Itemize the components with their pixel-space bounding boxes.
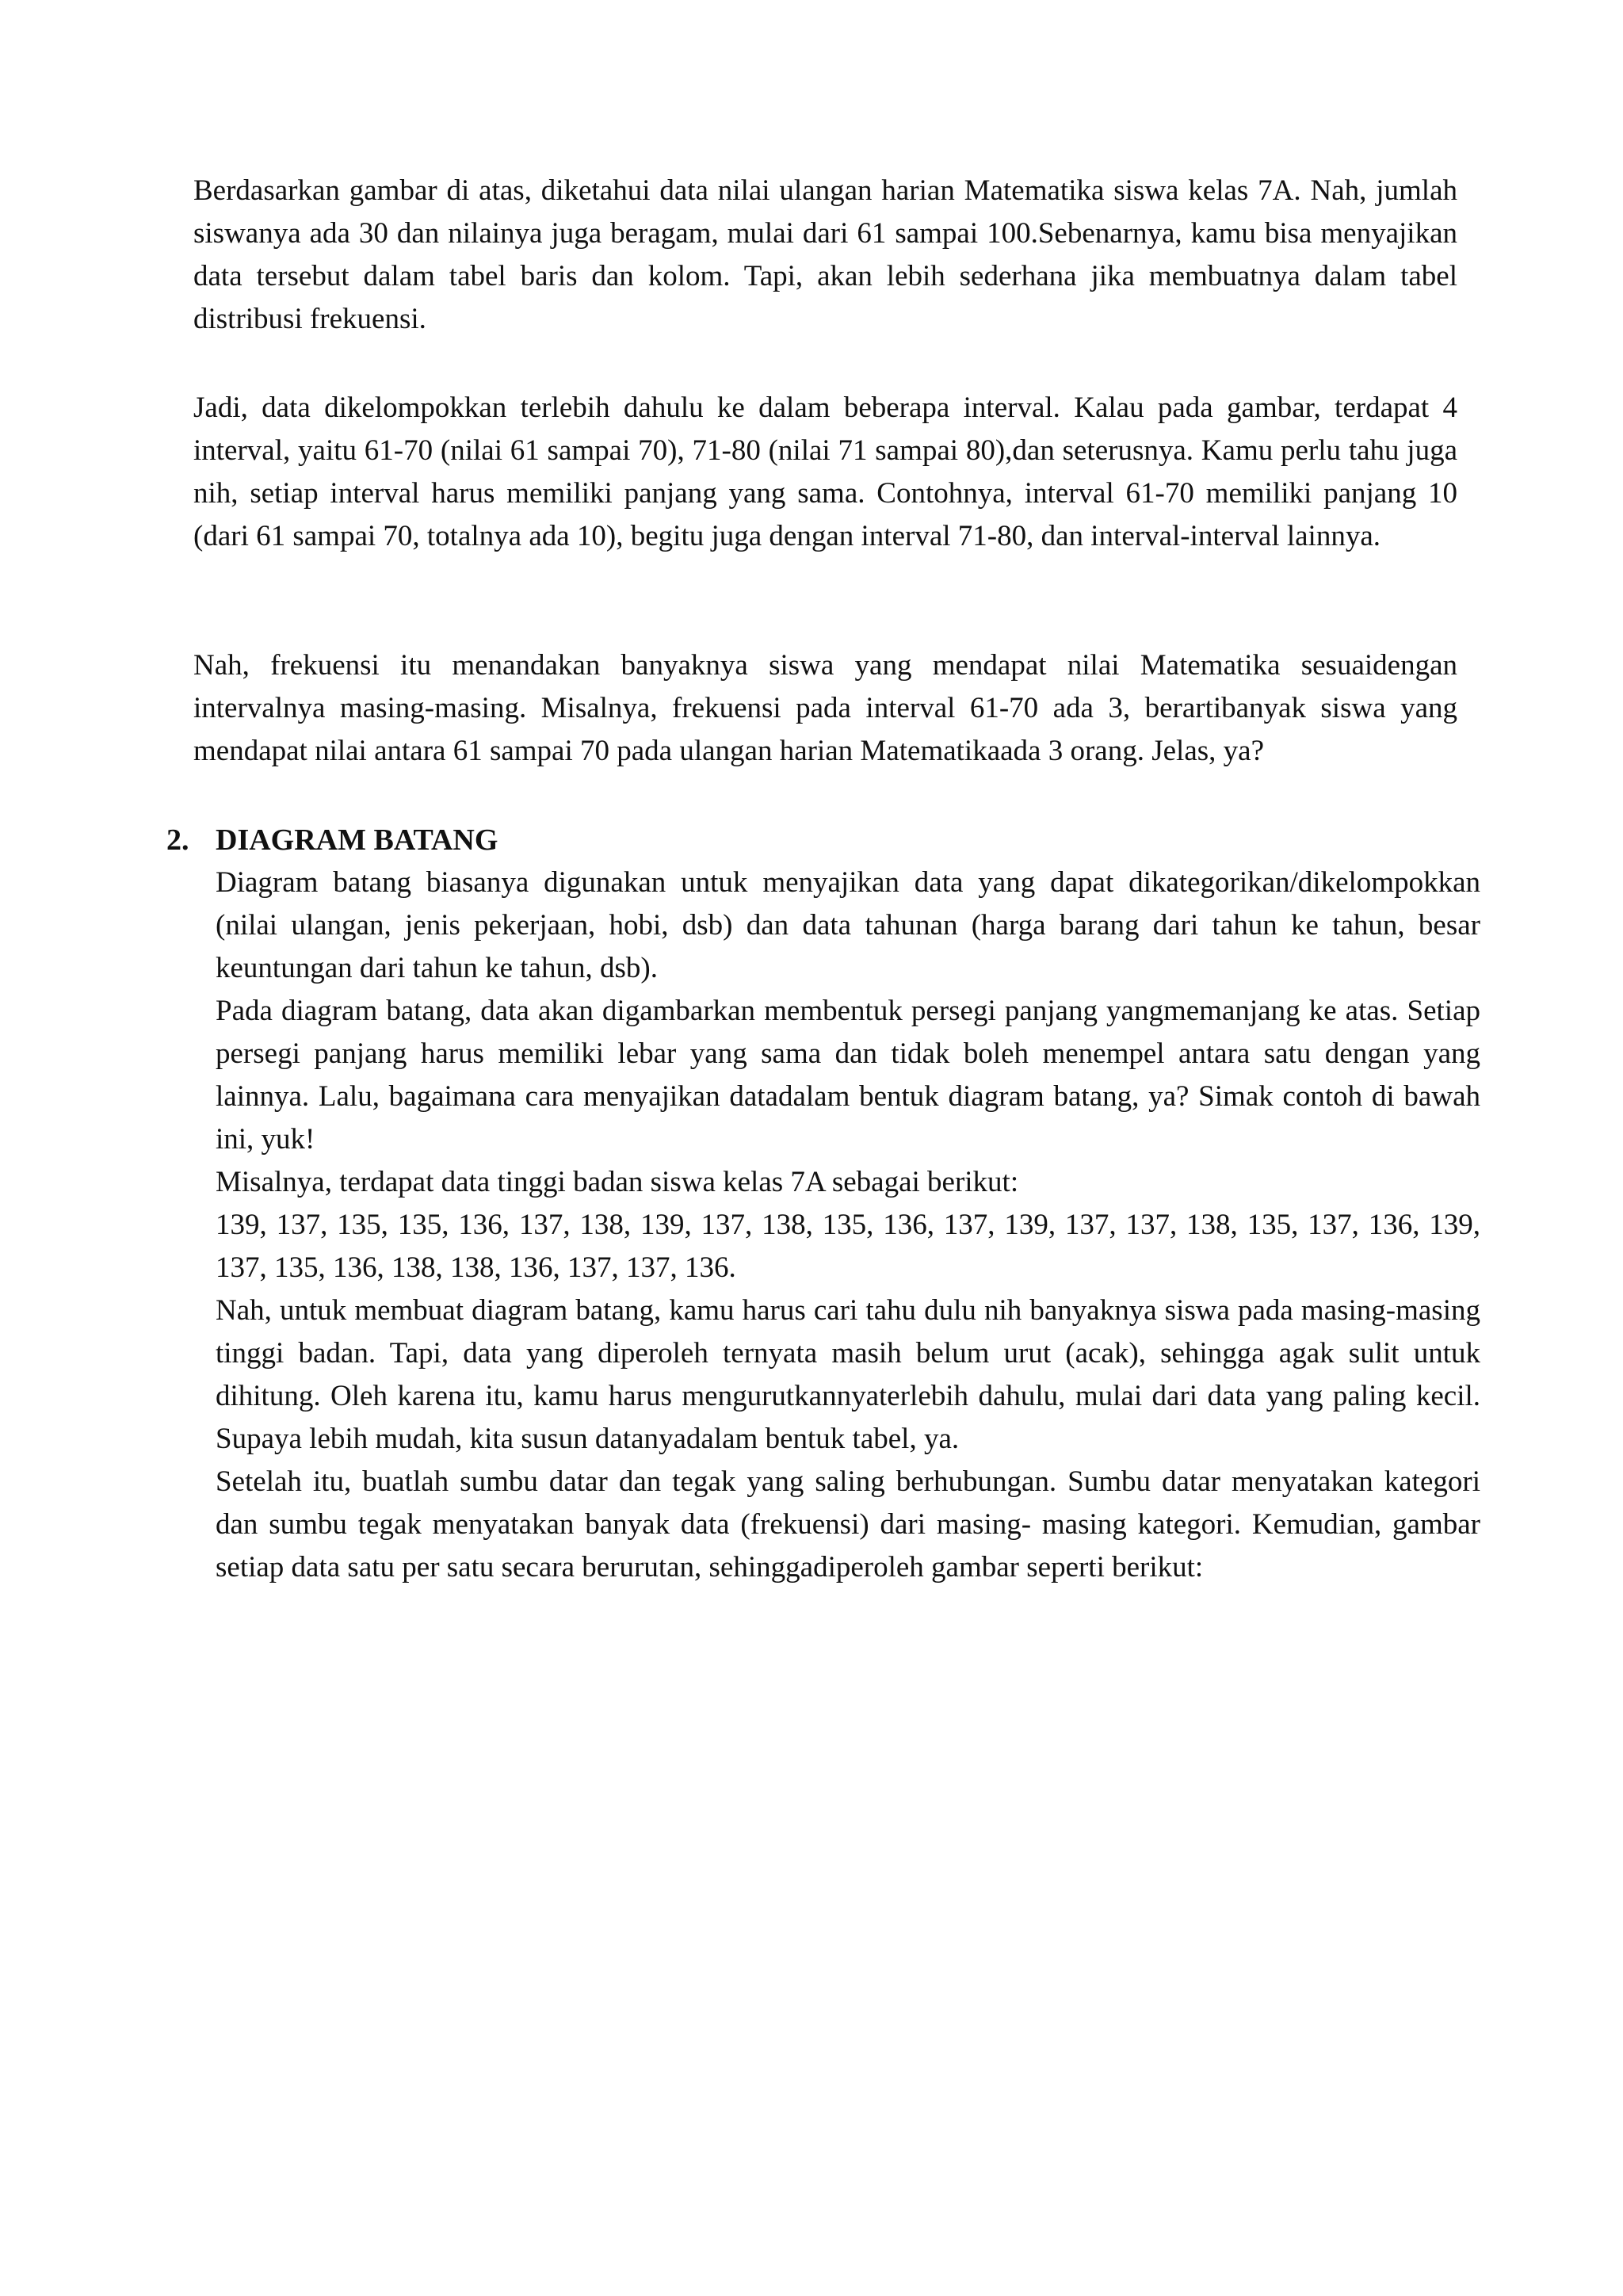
height-data-list: 139, 137, 135, 135, 136, 137, 138, 139, 137, 138, 135, 136, 137, 139, 137, 137, 138, 135, 137, 136, 139, 137, 135, 136, 138, 138, 136, 137, 137, 136. bbox=[216, 1209, 1480, 1284]
section-body bbox=[216, 861, 1480, 1589]
intro-paragraph-3: Nah, frekuensi itu menandakan banyaknya siswa yang mendapat nilai Matematika sesuaidengan intervalnya masing-masing. Misalnya, frekuensi pada interval 61-70 ada 3, berartibanyak siswa yang mendapat nilai antara 61 sampai 70 pada ulangan harian Matematikaada 3 orang. Jelas, ya? bbox=[193, 649, 1457, 767]
section-paragraph-2: Pada diagram batang, data akan digambarkan membentuk persegi panjang yangmemanjang ke atas. Setiap persegi panjang harus memiliki lebar yang sama dan tidak boleh menempel antara satu dengan yang lainnya. Lalu, bagaimana cara menyajikan datadalam bentuk diagram batang, ya? Simak contoh di bawah ini, yuk! bbox=[216, 995, 1480, 1156]
section-title: DIAGRAM BATANG bbox=[216, 823, 498, 857]
intro-paragraph-1: Berdasarkan gambar di atas, diketahui data nilai ulangan harian Matematika siswa kelas 7A. Nah, jumlah siswanya ada 30 dan nilainya juga beragam, mulai dari 61 sampai 100.Sebenarnya, kamu bisa menyajikan data tersebut dalam tabel baris dan kolom. Tapi, akan lebih sederhana jika membuatnya dalam tabel distribusi frekuensi. bbox=[193, 174, 1457, 335]
section-paragraph-1: Diagram batang biasanya digunakan untuk menyajikan data yang dapat dikategorikan/dikelompokkan (nilai ulangan, jenis pekerjaan, hobi, dsb) dan data tahunan (harga barang dari tahun ke tahun, besar keuntungan dari tahun ke tahun, dsb). bbox=[216, 866, 1480, 984]
section-paragraph-5: Nah, untuk membuat diagram batang, kamu harus cari tahu dulu nih banyaknya siswa pada masing-masing tinggi badan. Tapi, data yang diperoleh ternyata masih belum urut (acak), sehingga agak sulit untuk dihitung. Oleh karena itu, kamu harus mengurutkannyaterlebih dahulu, mulai dari data yang paling kecil. Supaya lebih mudah, kita susun datanyadalam bentuk tabel, ya. bbox=[216, 1294, 1480, 1455]
section-paragraph-6: Setelah itu, buatlah sumbu datar dan tegak yang saling berhubungan. Sumbu datar menyatakan kategori dan sumbu tegak menyatakan banyak data (frekuensi) dari masing- masing kategori. Kemudian, gambar setiap data satu per satu secara berurutan, sehinggadiperoleh gambar seperti berikut: bbox=[216, 1465, 1480, 1584]
section-paragraph-3: Misalnya, terdapat data tinggi badan siswa kelas 7A sebagai berikut: bbox=[216, 1166, 1019, 1198]
section-number: 2. bbox=[166, 823, 189, 857]
section-heading bbox=[166, 819, 498, 861]
intro-paragraph-2: Jadi, data dikelompokkan terlebih dahulu ke dalam beberapa interval. Kalau pada gambar, terdapat 4 interval, yaitu 61-70 (nilai 61 sampai 70), 71-80 (nilai 71 sampai 80),dan seterusnya. Kamu perlu tahu juga nih, setiap interval harus memiliki panjang yang sama. Contohnya, interval 61-70 memiliki panjang 10 (dari 61 sampai 70, totalnya ada 10), begitu juga dengan interval 71-80, dan interval-interval lainnya. bbox=[193, 392, 1457, 552]
